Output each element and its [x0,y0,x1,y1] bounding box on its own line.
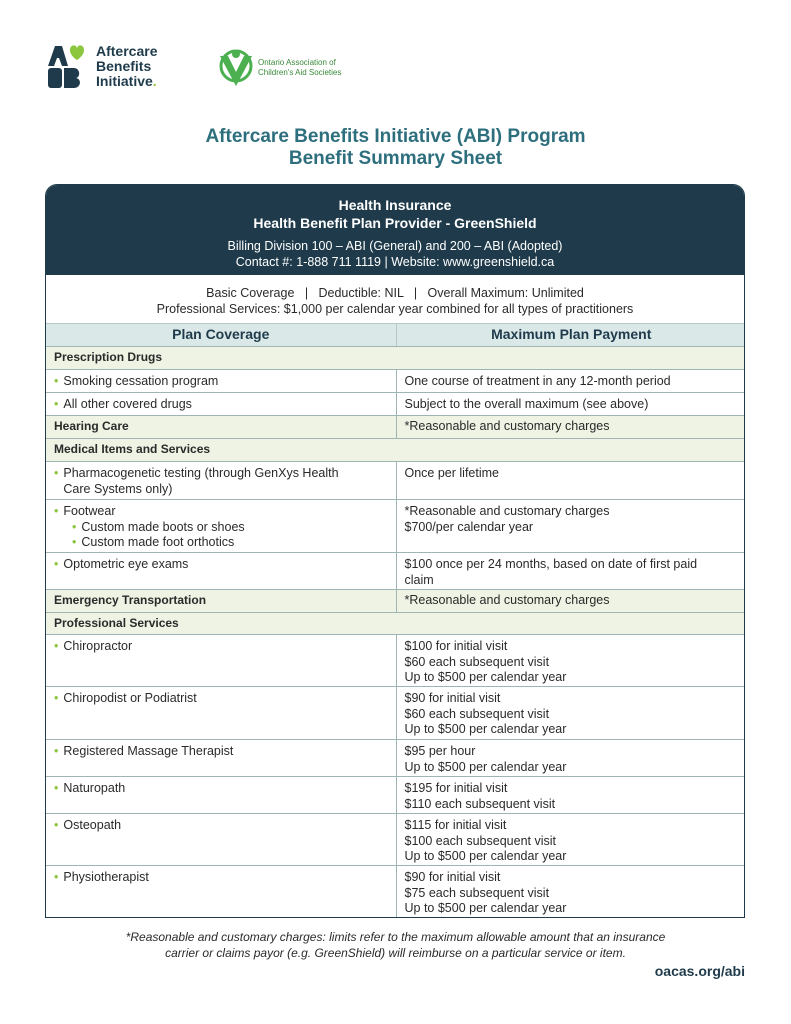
pay-naturo-2: $110 each subsequent visit [404,796,556,811]
pay-chiro-1: $100 for initial visit [404,639,508,653]
item-pharma-line-2: Care Systems only) [63,481,173,496]
website-link[interactable]: oacas.org/abi [654,963,745,979]
category-prescription-drugs: Prescription Drugs [46,347,745,370]
table-row [46,814,745,866]
footnote-line-2: carrier or claims payor (e.g. GreenShield) will reimburse on a particular service or item. [165,946,626,960]
table-header-row [46,324,745,347]
pay-footwear-2: $700/per calendar year [404,519,534,534]
card-billing: Billing Division 100 – ABI (General) and 200 – ABI (Adopted) [227,239,563,253]
oacas-logo [216,46,368,90]
pay-osteo-1: $115 for initial visit [404,818,507,832]
item-osteopath: Osteopath [63,818,122,832]
bullet-dot: • [54,818,59,832]
pay-massage-1: $95 per hour [404,744,476,758]
pay-eye-1: $100 once per 24 months, based on date of first paid [404,557,698,571]
pay-chiro-3: Up to $500 per calendar year [404,670,567,684]
pay-physio-3: Up to $500 per calendar year [404,901,567,915]
bullet-dot: • [54,691,59,705]
card-contact: Contact #: 1-888 711 1119 | Website: www.greenshield.ca [235,255,555,269]
category-medical-items: Medical Items and Services [46,439,745,462]
pay-osteo-2: $100 each subsequent visit [404,833,556,848]
table-row [46,740,745,777]
item-other-drugs: All other covered drugs [63,397,192,411]
bullet-dot: • [54,466,59,480]
pay-physio-1: $90 for initial visit [404,870,501,884]
bullet-dot: • [54,870,59,884]
item-massage: Registered Massage Therapist [63,744,234,758]
col-header-max-payment: Maximum Plan Payment [396,324,745,347]
pay-footwear-1: *Reasonable and customary charges [404,504,610,518]
summary-line-2: Professional Services: $1,000 per calendar year combined for all types of practitioners [156,302,634,316]
pay-podiatrist-1: $90 for initial visit [404,691,501,705]
item-physiotherapist: Physiotherapist [63,870,149,884]
bullet-dot: • [54,744,59,758]
table-row [46,370,745,393]
pay-smoking: One course of treatment in any 12-month period [396,370,745,393]
card-header [46,185,744,275]
table-row [46,393,745,416]
item-footwear: Footwear [63,504,116,518]
pay-podiatrist-3: Up to $500 per calendar year [404,722,567,736]
category-professional: Professional Services [46,613,745,635]
item-orthotics: Custom made foot orthotics [81,535,235,549]
abi-word-dot: . [152,73,157,89]
table-row [46,777,745,814]
table-row [46,687,745,740]
table-row [46,500,745,553]
table-row [46,590,745,613]
item-chiropractor: Chiropractor [63,639,133,653]
coverage-summary [46,275,744,323]
category-emergency: Emergency Transportation [46,590,396,613]
pay-pharma: Once per lifetime [396,462,745,500]
item-naturopath: Naturopath [63,781,126,795]
abi-word-3: Initiative [96,73,153,89]
oacas-logo-icon [216,46,256,90]
item-smoking: Smoking cessation program [63,374,219,388]
pay-naturo-1: $195 for initial visit [404,781,508,795]
pay-massage-2: Up to $500 per calendar year [404,759,567,774]
col-header-plan-coverage: Plan Coverage [46,324,396,347]
footnote [0,929,791,961]
item-pharma-line-1: Pharmacogenetic testing (through GenXys Health [63,466,339,480]
footnote-line-1: *Reasonable and customary charges: limits refer to the maximum allowable amount that an insurance [125,930,666,944]
abi-word-1: Aftercare [96,43,158,59]
summary-line-1: Basic Coverage | Deductible: NIL | Overall Maximum: Unlimited [206,286,584,300]
oacas-word-1: Ontario Association of [258,58,336,67]
table-row [46,416,745,439]
bullet-dot: • [54,374,59,388]
pay-hearing: *Reasonable and customary charges [396,416,745,439]
table-row [46,635,745,687]
bullet-dot: • [54,557,59,571]
title-line-1: Aftercare Benefits Initiative (ABI) Program [205,126,586,147]
coverage-table [46,323,745,918]
bullet-dot: • [72,519,77,534]
title-line-2: Benefit Summary Sheet [288,148,503,169]
pay-podiatrist-2: $60 each subsequent visit [404,706,550,721]
table-row [46,439,745,462]
bullet-dot: • [54,397,59,411]
pay-chiro-2: $60 each subsequent visit [404,654,550,669]
table-row [46,613,745,635]
logos [46,44,366,92]
bullet-dot: • [54,504,59,518]
page-title [0,126,791,170]
abi-logo-icon [46,44,84,90]
table-row [46,866,745,918]
benefit-card [45,184,745,918]
category-hearing-care: Hearing Care [46,416,396,439]
oacas-word-2: Children's Aid Societies [258,68,342,77]
table-row [46,553,745,590]
bullet-dot: • [54,781,59,795]
item-eye-exams: Optometric eye exams [63,557,189,571]
card-heading-1: Health Insurance [338,197,452,213]
bullet-dot: • [72,535,77,549]
table-row [46,462,745,500]
pay-eye-2: claim [404,572,434,587]
item-podiatrist: Chiropodist or Podiatrist [63,691,197,705]
pay-emergency: *Reasonable and customary charges [396,590,745,613]
abi-logo [46,44,157,90]
bullet-dot: • [54,639,59,653]
table-row [46,347,745,370]
pay-osteo-3: Up to $500 per calendar year [404,849,567,863]
item-boots: Custom made boots or shoes [81,519,245,534]
abi-word-2: Benefits [96,58,152,74]
card-heading-2: Health Benefit Plan Provider - GreenShield [253,215,537,231]
pay-other-drugs: Subject to the overall maximum (see above) [396,393,745,416]
pay-physio-2: $75 each subsequent visit [404,885,550,900]
